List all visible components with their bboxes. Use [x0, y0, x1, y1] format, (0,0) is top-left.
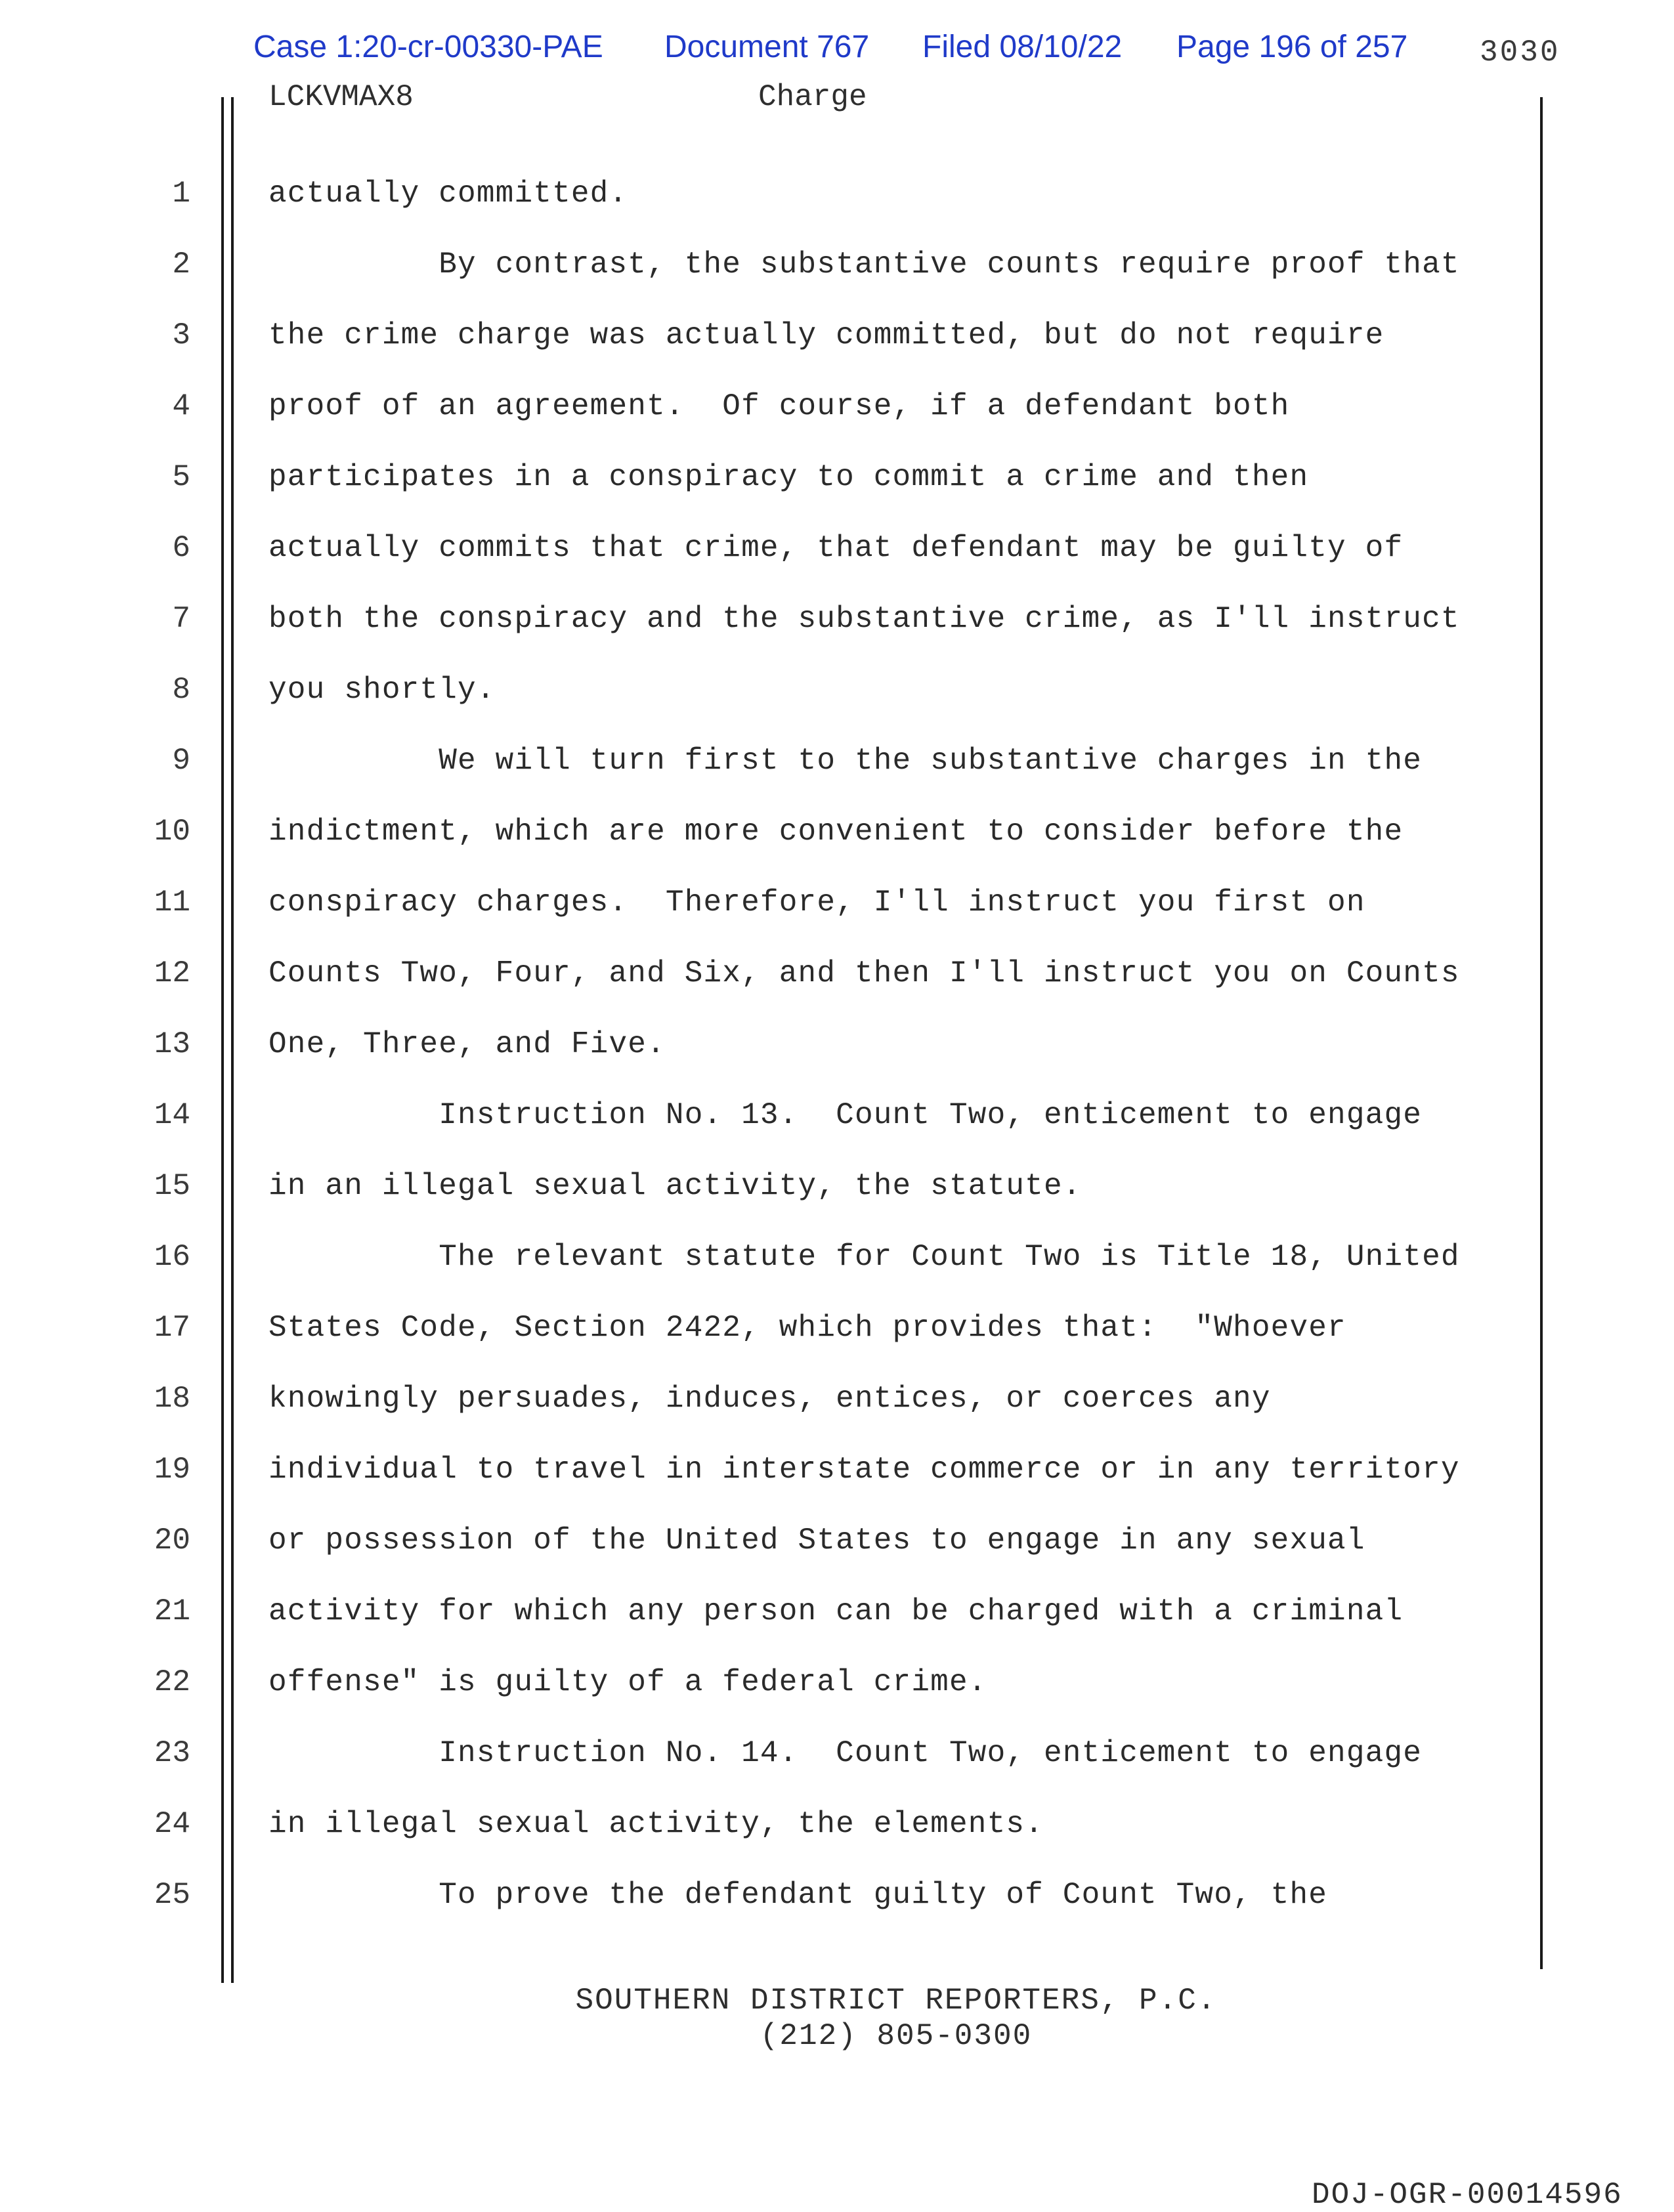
- transcript-line: Counts Two, Four, and Six, and then I'll instruct you on Counts: [268, 956, 1460, 990]
- transcript-line: offense" is guilty of a federal crime.: [268, 1665, 987, 1699]
- line-number: 22: [154, 1665, 190, 1699]
- line-number: 11: [154, 885, 190, 920]
- line-number: 6: [172, 531, 190, 565]
- running-head-section: Charge: [758, 80, 867, 114]
- right-margin-rule: [1540, 97, 1543, 1969]
- transcript-line: Instruction No. 13. Count Two, enticement to engage: [268, 1098, 1423, 1132]
- line-number: 21: [154, 1594, 190, 1628]
- line-number: 3: [172, 318, 190, 352]
- line-number: 12: [154, 956, 190, 990]
- running-head-code: LCKVMAX8: [268, 80, 414, 114]
- transcript-line: both the conspiracy and the substantive crime, as I'll instruct: [268, 602, 1460, 636]
- transcript-line: proof of an agreement. Of course, if a defendant both: [268, 389, 1290, 423]
- transcript-line: participates in a conspiracy to commit a crime and then: [268, 460, 1309, 494]
- line-number: 17: [154, 1311, 190, 1345]
- transcript-line: We will turn first to the substantive charges in the: [268, 744, 1423, 778]
- transcript-line: actually committed.: [268, 177, 628, 211]
- reporter-name: SOUTHERN DISTRICT REPORTERS, P.C.: [575, 1984, 1217, 2018]
- reporter-phone: (212) 805-0300: [760, 2019, 1033, 2053]
- line-number: 1: [172, 177, 190, 211]
- line-number: 20: [154, 1523, 190, 1558]
- line-number: 14: [154, 1098, 190, 1132]
- left-margin-rule-inner: [231, 97, 234, 1983]
- document-number: Document 767: [664, 30, 870, 64]
- transcript-line: States Code, Section 2422, which provides that: "Whoever: [268, 1311, 1346, 1345]
- line-number: 18: [154, 1382, 190, 1416]
- transcript-line: conspiracy charges. Therefore, I'll instruct you first on: [268, 885, 1365, 920]
- line-number: 24: [154, 1807, 190, 1841]
- line-number: 25: [154, 1878, 190, 1912]
- transcript-line: To prove the defendant guilty of Count Two, the: [268, 1878, 1328, 1912]
- line-number: 4: [172, 389, 190, 423]
- line-number: 15: [154, 1169, 190, 1203]
- transcript-line: activity for which any person can be charged with a criminal: [268, 1594, 1404, 1628]
- line-number: 9: [172, 744, 190, 778]
- filed-date: Filed 08/10/22: [922, 30, 1123, 64]
- transcript-line: The relevant statute for Count Two is Title 18, United: [268, 1240, 1460, 1274]
- transcript-line: actually commits that crime, that defendant may be guilty of: [268, 531, 1404, 565]
- transcript-page-number: 3030: [1480, 35, 1560, 70]
- transcript-line: in illegal sexual activity, the elements.: [268, 1807, 1044, 1841]
- case-number: Case 1:20-cr-00330-PAE: [253, 30, 603, 64]
- line-number: 23: [154, 1736, 190, 1770]
- line-number: 10: [154, 815, 190, 849]
- bates-number: DOJ-OGR-00014596: [1312, 2178, 1623, 2212]
- line-number: 7: [172, 602, 190, 636]
- transcript-line: Instruction No. 14. Count Two, enticement to engage: [268, 1736, 1423, 1770]
- transcript-line: or possession of the United States to engage in any sexual: [268, 1523, 1365, 1558]
- left-margin-rule-outer: [221, 97, 224, 1983]
- line-number: 2: [172, 247, 190, 282]
- line-number: 8: [172, 673, 190, 707]
- transcript-line: you shortly.: [268, 673, 496, 707]
- line-number: 19: [154, 1453, 190, 1487]
- transcript-line: By contrast, the substantive counts require proof that: [268, 247, 1460, 282]
- page-of-total: Page 196 of 257: [1176, 30, 1408, 64]
- transcript-line: the crime charge was actually committed, but do not require: [268, 318, 1384, 352]
- line-number: 13: [154, 1027, 190, 1061]
- transcript-line: indictment, which are more convenient to consider before the: [268, 815, 1404, 849]
- line-number: 16: [154, 1240, 190, 1274]
- transcript-line: individual to travel in interstate commerce or in any territory: [268, 1453, 1460, 1487]
- transcript-line: in an illegal sexual activity, the statute.: [268, 1169, 1082, 1203]
- transcript-line: One, Three, and Five.: [268, 1027, 666, 1061]
- transcript-line: knowingly persuades, induces, entices, or coerces any: [268, 1382, 1271, 1416]
- line-number: 5: [172, 460, 190, 494]
